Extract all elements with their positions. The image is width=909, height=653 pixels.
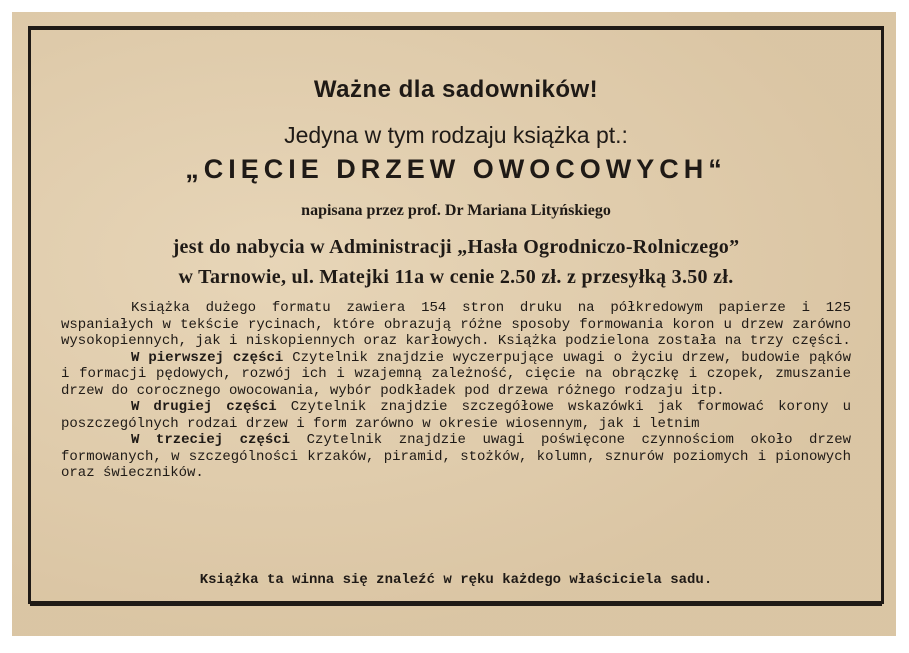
book-title: „CIĘCIE DRZEW OWOCOWYCH“ bbox=[185, 154, 727, 184]
availability-line-1: jest do nabycia w Administracji „Hasła Ogrodniczo-Rolniczego” bbox=[172, 236, 740, 258]
advert-headline: Ważne dla sadowników! bbox=[313, 76, 599, 103]
part1-paragraph bbox=[61, 350, 851, 400]
part2-paragraph bbox=[61, 399, 851, 432]
closing-line: Książka ta winna się znaleźć w ręku każdego właściciela sadu. bbox=[199, 572, 713, 588]
body-text bbox=[61, 300, 851, 482]
part1-text: Czytelnik znajdzie wyczerpujące uwagi o życiu drzew, budowie pąków i formacji pędowych, rozwój ich i wzajemną zależność, cięcie na obrączkę i czopek, zmuszanie drzew do corocznego owocowania, wybór podkładek pod drzewa różnego rodzaju itp. bbox=[61, 349, 851, 399]
bottom-rule bbox=[30, 601, 882, 606]
part3-paragraph bbox=[61, 432, 851, 482]
advert-frame bbox=[28, 26, 884, 604]
part3-text: Czytelnik znajdzie uwagi poświęcone czynnościom około drzew formowanych, w szczególności krzaków, piramid, stożków, kolumn, sznurów poziomych i pionowych oraz świeczników. bbox=[61, 432, 851, 481]
part3-lead: W trzeciej części bbox=[131, 432, 291, 448]
newspaper-clipping bbox=[12, 12, 896, 636]
availability-line-2: w Tarnowie, ul. Matejki 11a w cenie 2.50 zł. z przesyłką 3.50 zł. bbox=[178, 266, 734, 288]
part2-lead: W drugiej części bbox=[131, 399, 277, 415]
part1-lead: W pierwszej części bbox=[131, 349, 284, 366]
author-line: napisana przez prof. Dr Mariana Lityńskiego bbox=[301, 202, 611, 219]
description-paragraph: Książka dużego formatu zawiera 154 stron druku na półkredowym papierze i 125 wspaniałych w tekście rycinach, które obrazują różne sposoby formowania koron u drzew zarówno wysokopiennych, jak i niskopiennych oraz karłowych. Książka podzielona została na trzy części. bbox=[61, 300, 851, 349]
advert-intro: Jedyna w tym rodzaju książka pt.: bbox=[284, 122, 628, 148]
part2-text: Czytelnik znajdzie szczegółowe wskazówki jak formować korony u poszczególnych rodzai drzew i form zarówno w okresie wiosennym, jak i letnim bbox=[61, 399, 851, 432]
